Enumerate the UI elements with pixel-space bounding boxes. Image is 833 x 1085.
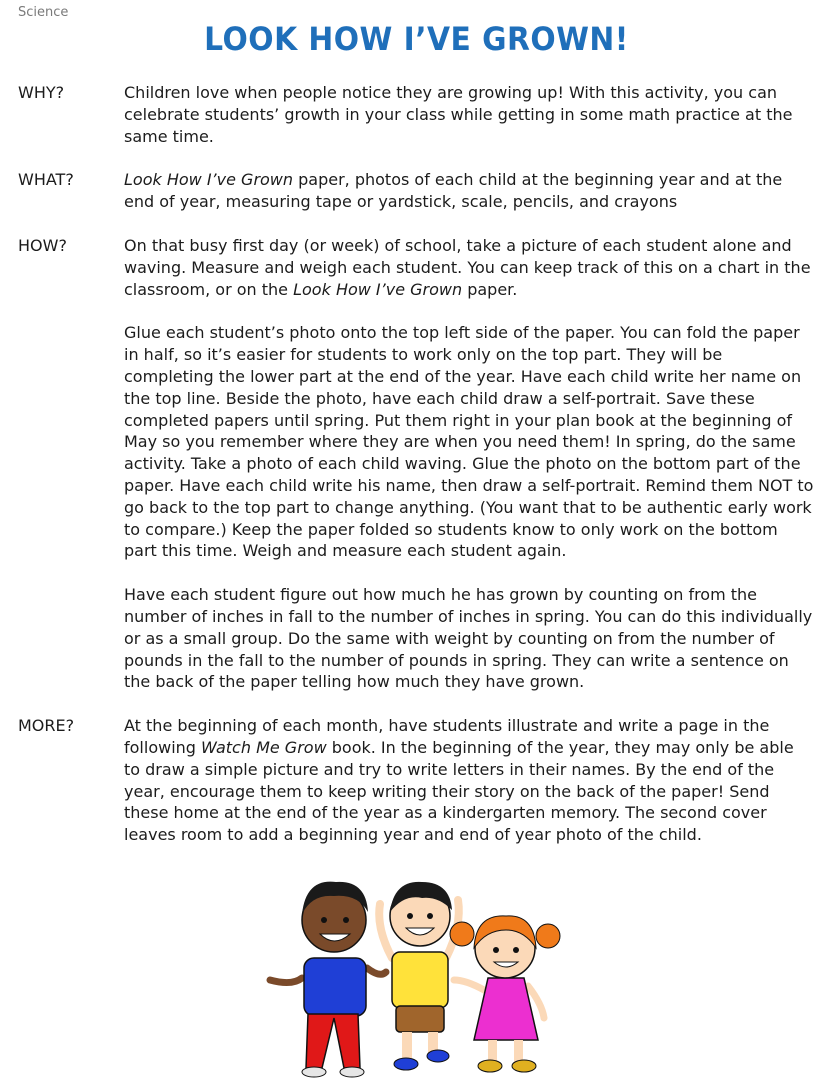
how-paragraph-1 (124, 235, 814, 300)
child-right-figure (450, 916, 560, 1072)
how-p1-text: On that busy first day (or week) of school, take a picture of each student alone and waving. Measure and weigh each student. You can keep track of this on a chart in the classroom, or on the (124, 235, 811, 299)
why-text: Children love when people notice they are growing up! With this activity, you can celebrate students’ growth in your class while getting in some math practice at the same time. (124, 83, 793, 146)
section-body-more (124, 715, 814, 846)
more-italic-title: Watch Me Grow (201, 737, 327, 757)
more-text-end: book. In the beginning of the year, they may only be able to draw a simple picture and try to write letters in their names. By the end of the year, encourage them to keep writing their story on the back of the paper! Send these home at the end of the year as a kindergarten memory. The second cover leaves room to add a beginning year and end of year photo of the child. (124, 737, 794, 845)
section-why (18, 82, 818, 147)
child-middle-figure (379, 882, 459, 1070)
section-more (18, 715, 818, 846)
what-text-rest: paper, photos of each child at the beginning year and at the end of year, measuring tape or yardstick, scale, pencils, and crayons (124, 170, 783, 212)
how-p1-end: paper. (462, 279, 518, 299)
what-text (124, 169, 814, 213)
more-text (124, 715, 814, 846)
lesson-content (18, 82, 818, 868)
section-label-why: WHY? (18, 83, 65, 102)
children-illustration (262, 868, 562, 1080)
how-paragraph-3: Have each student figure out how much he has grown by counting on from the number of inches in fall to the number of inches in spring. You can do this individually or as a small group. Do the same with weight by counting on from the number of pounds in the fall to the number of pounds in spring. They can write a sentence on the back of the paper telling how much they have grown. (124, 585, 813, 692)
section-what (18, 169, 818, 213)
subject-label: Science (18, 5, 69, 20)
child-left-figure (270, 882, 386, 1077)
section-body-what (124, 169, 814, 213)
section-label-how: HOW? (18, 235, 67, 255)
more-text-start: At the beginning of each month, have students illustrate and write a page in the following (124, 716, 770, 757)
what-italic-title: Look How I’ve Grown (124, 170, 294, 190)
how-p1-italic: Look How I’ve Grown (293, 279, 463, 299)
section-body-how (124, 235, 814, 693)
page-title: LOOK HOW I’VE GROWN! (204, 20, 629, 58)
section-body-why (124, 82, 814, 147)
three-children-waving-icon (262, 868, 562, 1080)
section-how (18, 235, 818, 693)
section-label-what: WHAT? (18, 170, 74, 190)
how-paragraph-2: Glue each student’s photo onto the top left side of the paper. You can fold the paper in half, so it’s easier for students to work only on the top part. They will be completing the lower part at the end of the year. Have each child write her name on the top line. Beside the photo, have each child draw a self-portrait. Save these completed papers until spring. Put them right in your plan book at the beginning of May so you remember where they are when you need them! In spring, do the same activity. Take a photo of each child waving. Glue the photo on the bottom part of the paper. Have each child write his name, then draw a self-portrait. Remind them NOT to go back to the top part to change anything. (You want that to be authentic early work to compare.) Keep the paper folded so students know to only work on the bottom part this time. Weigh and measure each student again. (124, 323, 814, 561)
section-label-more: MORE? (18, 716, 75, 736)
